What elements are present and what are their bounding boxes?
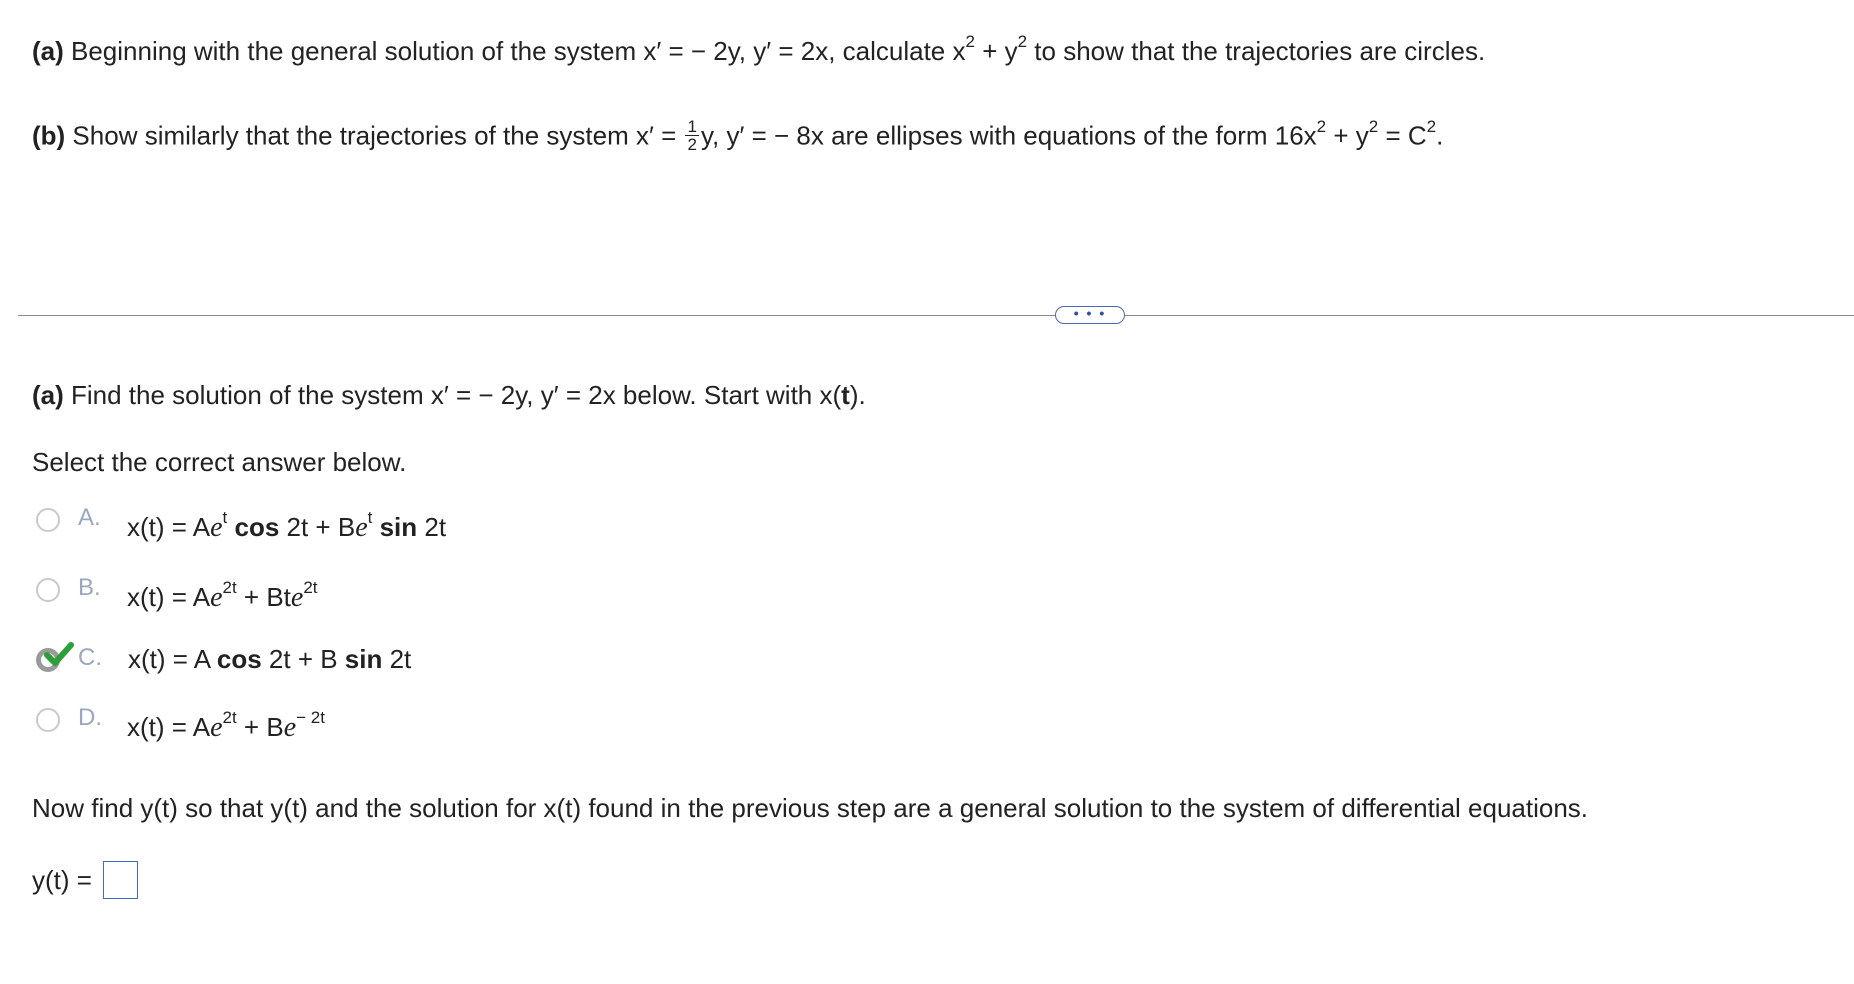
part-a-label: (a) (32, 36, 64, 66)
option-letter: D. (78, 704, 102, 731)
select-prompt: Select the correct answer below. (32, 447, 407, 477)
formula-text: 2t + B (261, 644, 345, 674)
step-label: (a) (32, 380, 64, 410)
option-a-radio[interactable] (36, 508, 60, 532)
option-c-formula (128, 644, 411, 675)
option-b-radio[interactable] (36, 578, 60, 602)
formula-text: x(t) = A (127, 712, 211, 742)
exponent: 2 (1316, 116, 1327, 136)
exponent: t (367, 508, 373, 528)
option-letter: B. (78, 574, 101, 601)
step-text: Find the solution of the system x′ = − 2y, y′ = 2x below. Start with x( (63, 380, 842, 410)
formula-text: + Bt (236, 582, 291, 612)
euler-e: e (290, 582, 304, 613)
exponent: 2 (1426, 116, 1437, 136)
answer-label: y(t) = (32, 865, 92, 895)
checkmark-icon (44, 642, 74, 668)
section-divider (18, 315, 1854, 316)
euler-e: e (355, 512, 368, 543)
step-text: ). (849, 380, 866, 410)
part-b-statement (32, 116, 1444, 155)
part-b-label: (b) (32, 120, 66, 151)
step-question (32, 380, 866, 411)
option-letter: C. (78, 644, 102, 671)
exponent: 2 (1017, 32, 1028, 52)
part-b-text: Show similarly that the trajectories of the system x′ = (65, 120, 684, 151)
option-d-radio[interactable] (36, 708, 60, 732)
option-b-formula (127, 578, 318, 614)
formula-text: + B (236, 712, 284, 742)
followup-question: Now find y(t) so that y(t) and the solution for x(t) found in the previous step are a general solution to the system of differential equations. (32, 793, 1589, 823)
option-a-formula (127, 508, 447, 544)
part-b-text: . (1436, 120, 1444, 151)
function-name: cos (234, 512, 280, 542)
part-b-text: + y (1326, 120, 1369, 151)
function-name: sin (344, 644, 383, 674)
fraction-one-half (685, 118, 698, 153)
fraction-numerator: 1 (687, 117, 697, 136)
part-a-text: to show that the trajectories are circles. (1027, 36, 1486, 66)
formula-text: x(t) = A (127, 512, 211, 542)
part-b-text: = C (1378, 120, 1427, 151)
function-name: sin (379, 512, 418, 542)
euler-e: e (210, 512, 223, 543)
formula-text: x(t) = A (127, 582, 211, 612)
exponent: 2t (222, 578, 237, 598)
exponent: − 2t (296, 708, 325, 728)
part-a-text: + y (974, 36, 1018, 66)
euler-e: e (210, 712, 223, 743)
option-letter: A. (78, 504, 101, 531)
exponent: 2t (303, 578, 318, 598)
exponent: 2t (222, 708, 237, 728)
exponent: 2 (965, 32, 975, 52)
formula-text: x(t) = A (128, 644, 217, 674)
exponent: t (222, 508, 228, 528)
formula-text: 2t (417, 512, 447, 542)
option-d-formula (127, 708, 325, 744)
part-a-statement (32, 32, 1486, 67)
formula-text (372, 512, 379, 542)
exponent: 2 (1368, 116, 1379, 136)
formula-text: 2t (382, 644, 412, 674)
fraction-denominator: 2 (687, 135, 697, 154)
part-a-text: Beginning with the general solution of the system x′ = − 2y, y′ = 2x, calculate x (63, 36, 966, 66)
function-name: cos (216, 644, 262, 674)
formula-text: 2t + B (279, 512, 356, 542)
euler-e: e (283, 712, 297, 743)
euler-e: e (210, 582, 223, 613)
y-answer-input[interactable] (103, 861, 138, 899)
part-b-text: y, y′ = − 8x are ellipses with equations of the form 16x (700, 120, 1317, 151)
step-variable: t (841, 380, 850, 410)
show-more-button[interactable]: • • • (1055, 306, 1125, 324)
